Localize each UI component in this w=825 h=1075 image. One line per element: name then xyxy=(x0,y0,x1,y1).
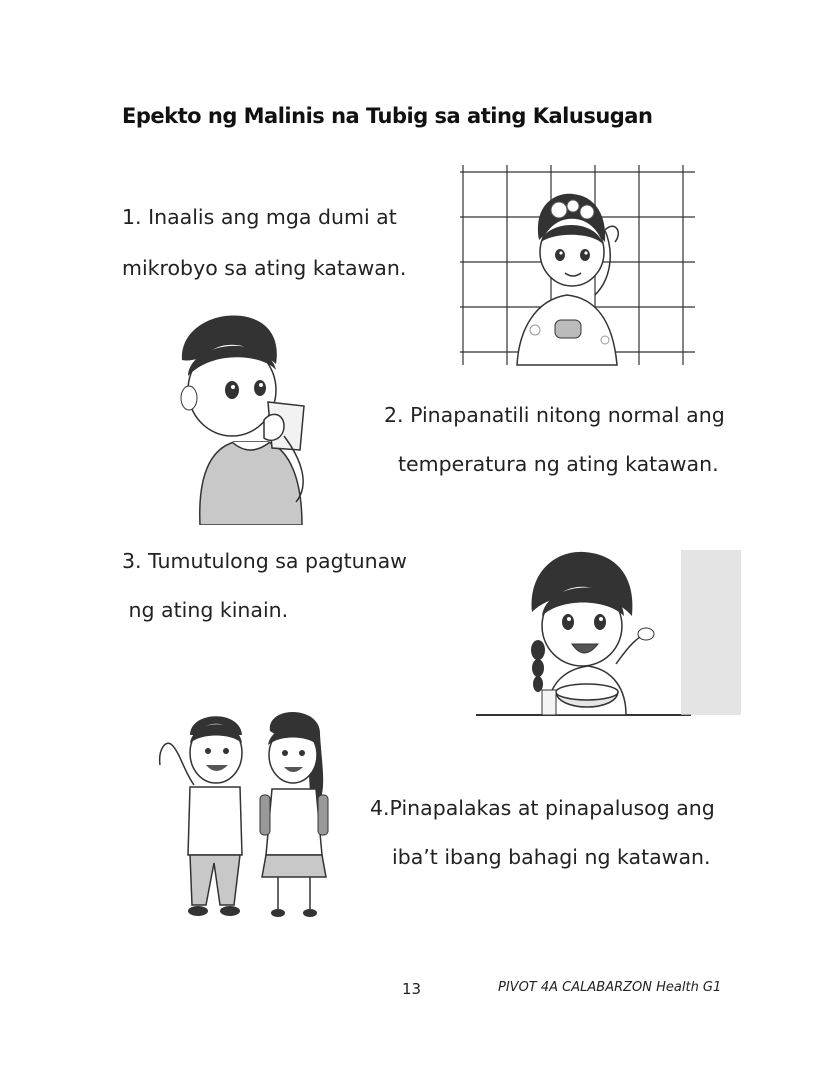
item-3-line-1: 3. Tumutulong sa pagtunaw xyxy=(122,549,407,573)
item-1-line-2: mikrobyo sa ating katawan. xyxy=(122,256,407,280)
girl-eating-illustration xyxy=(476,540,746,725)
item-2-line-2: temperatura ng ating katawan. xyxy=(398,452,719,476)
healthy-students-illustration xyxy=(150,705,340,925)
item-1-line-1: 1. Inaalis ang mga dumi at xyxy=(122,205,397,229)
item-2-line-1: 2. Pinapanatili nitong normal ang xyxy=(384,403,725,427)
bathing-child-illustration xyxy=(455,160,700,375)
page-number: 13 xyxy=(402,980,422,998)
page-title: Epekto ng Malinis na Tubig sa ating Kalusugan xyxy=(122,104,653,128)
footer-source: PIVOT 4A CALABARZON Health G1 xyxy=(498,980,722,995)
boy-drinking-water-illustration xyxy=(172,310,322,525)
item-4-line-1: 4.Pinapalakas at pinapalusog ang xyxy=(370,796,715,820)
item-4-line-2: iba’t ibang bahagi ng katawan. xyxy=(392,845,711,869)
item-3-line-2: ng ating kinain. xyxy=(122,598,289,622)
